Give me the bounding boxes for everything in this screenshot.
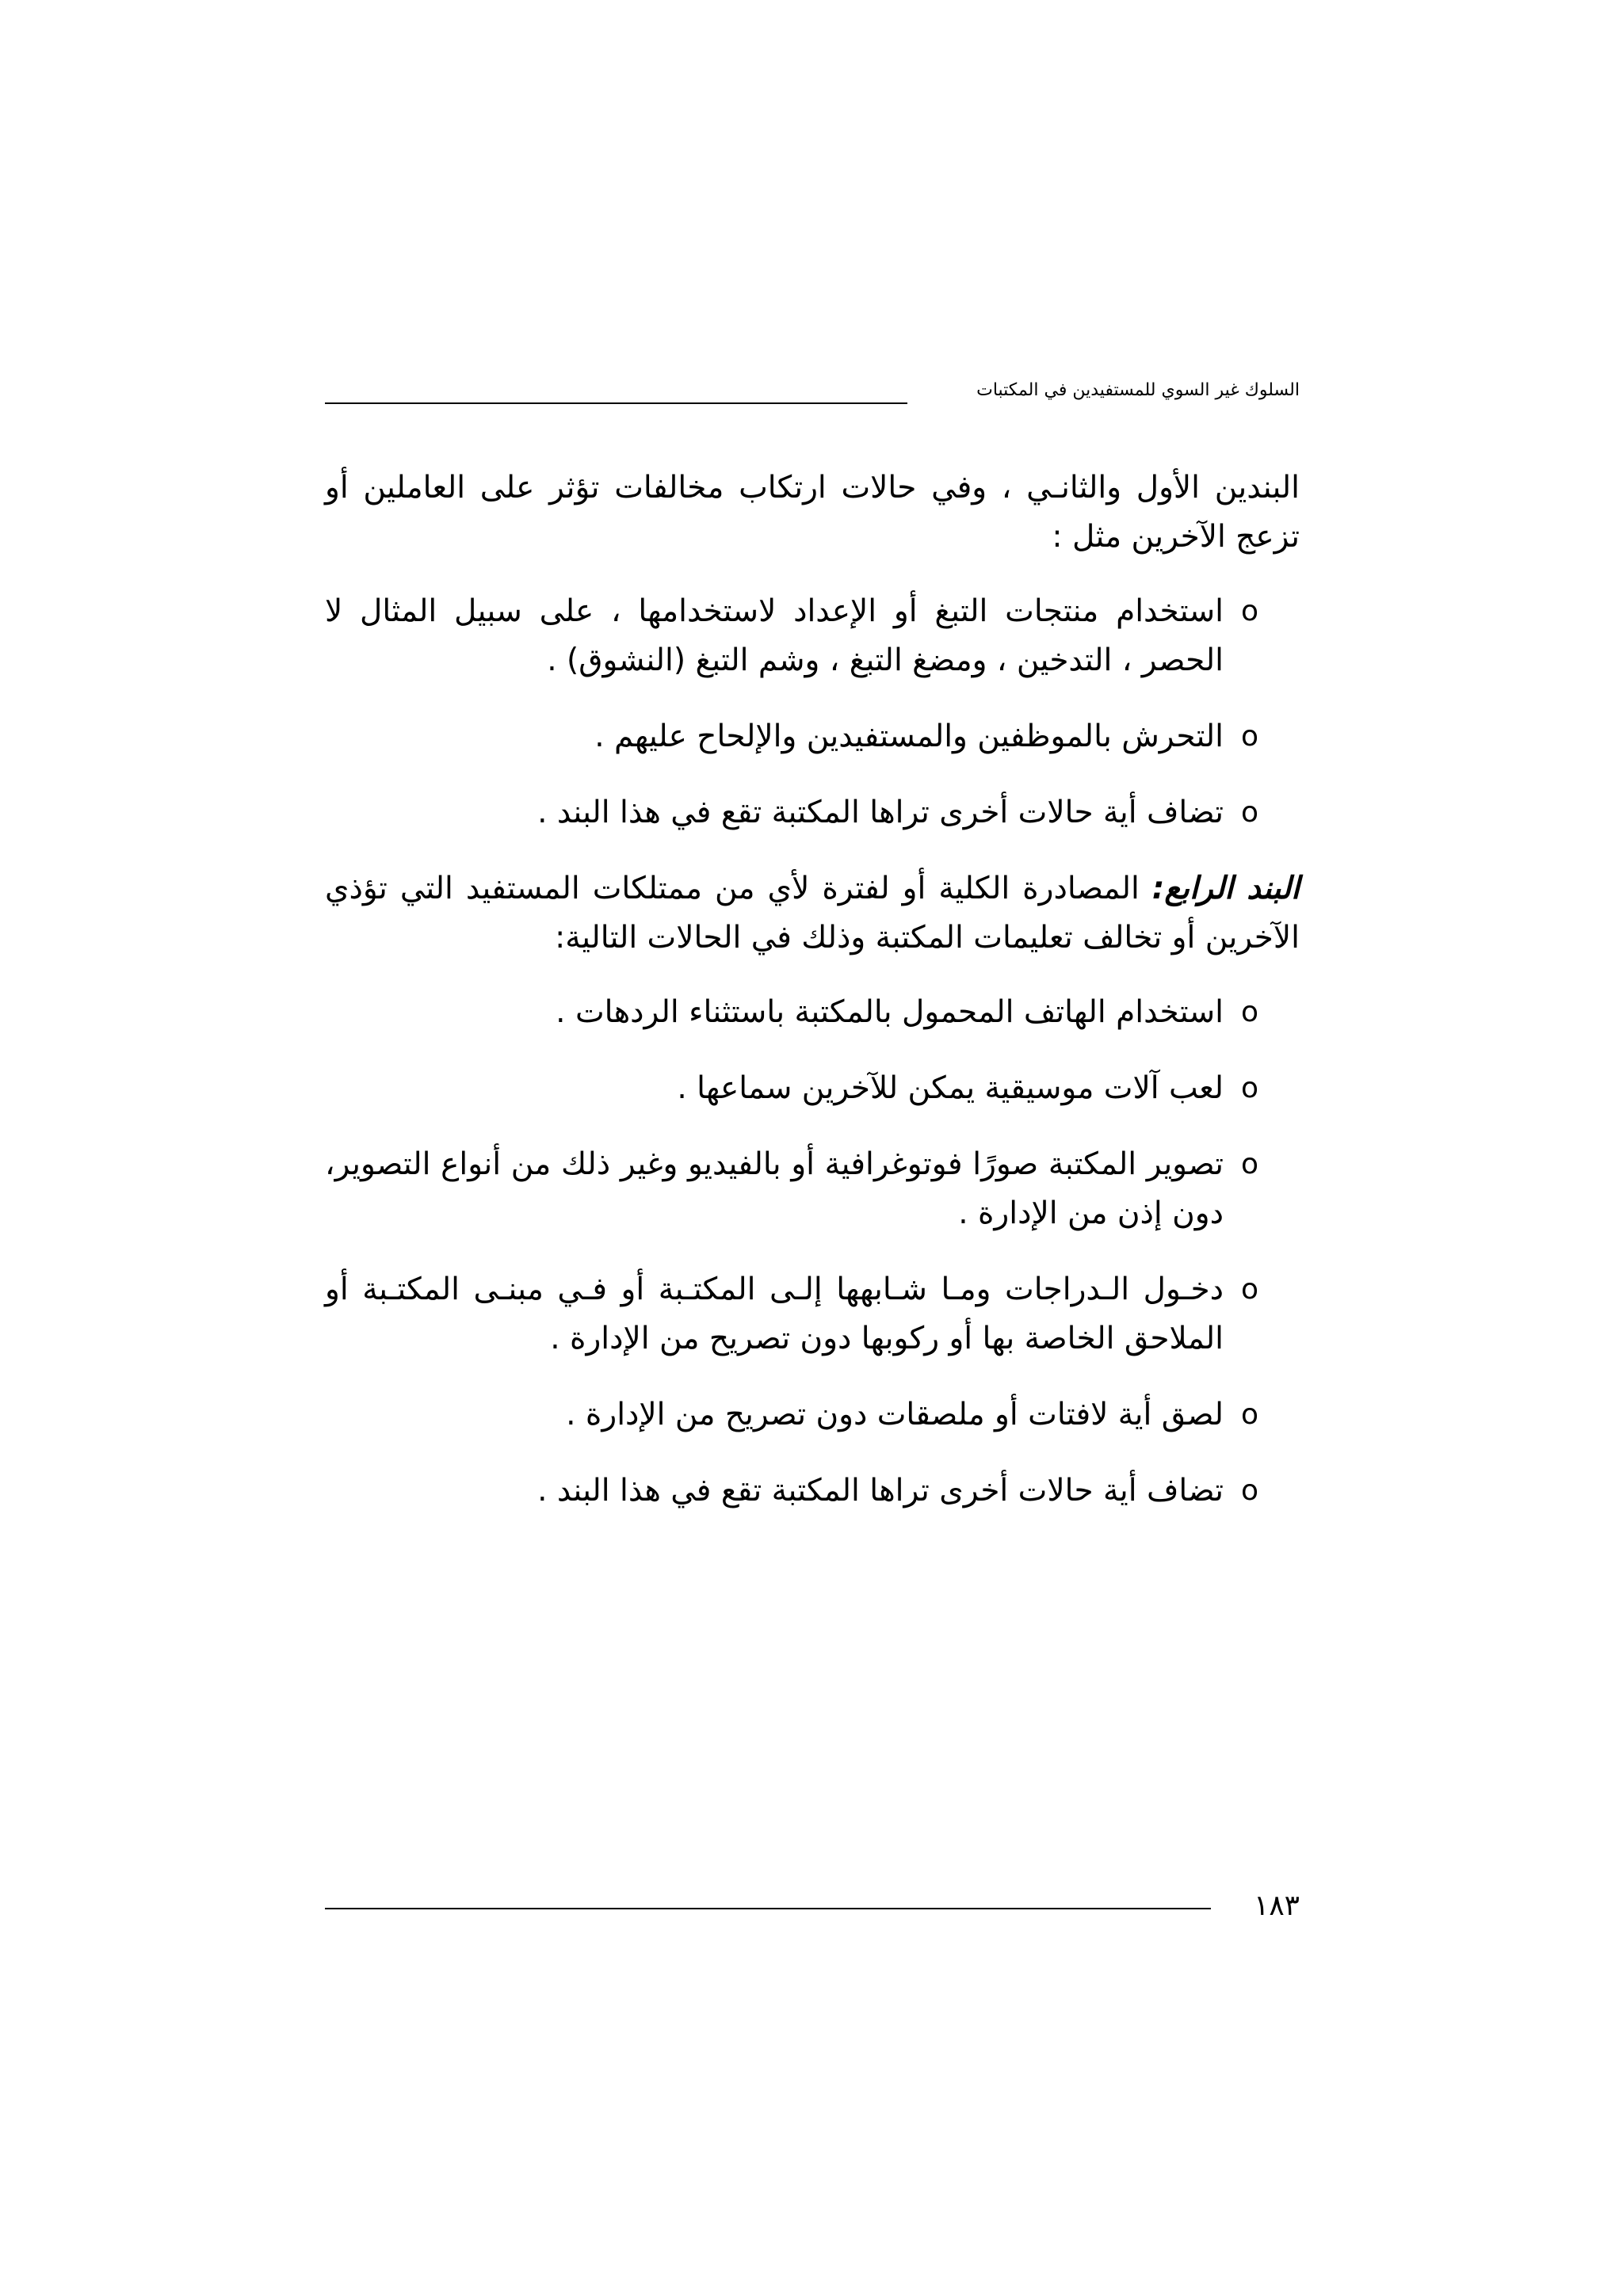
list-item-text: استخدام الهاتف المحمول بالمكتبة باستثناء الردهات . xyxy=(556,994,1224,1030)
bullet-marker: o xyxy=(1240,595,1258,627)
list-clause-4 xyxy=(325,988,1300,1516)
bullet-marker: o xyxy=(1240,796,1258,829)
footer-rule xyxy=(325,1908,1211,1909)
list-item xyxy=(325,712,1258,761)
running-header-title: السلوك غير السوي للمستفيدين في المكتبات xyxy=(976,380,1300,400)
page-body xyxy=(325,463,1300,1543)
list-item-text: تضاف أية حالات أخرى تراها المكتبة تقع في هذا البند . xyxy=(537,795,1224,830)
page-footer xyxy=(325,1887,1300,1927)
bullet-marker: o xyxy=(1240,1148,1258,1180)
list-item-text: تضاف أية حالات أخرى تراها المكتبة تقع في هذا البند . xyxy=(537,1473,1224,1508)
list-item xyxy=(325,1064,1258,1113)
list-item-text: استخدام منتجات التبغ أو الإعداد لاستخدامها ، على سبيل المثال لا الحصر ، التدخين ، ومضغ التبغ ، وشم التبغ (النشوق) . xyxy=(325,593,1224,678)
bullet-marker: o xyxy=(1240,996,1258,1028)
list-item xyxy=(325,1140,1258,1238)
list-item xyxy=(325,1466,1258,1516)
page-number: ١٨٣ xyxy=(1253,1890,1300,1922)
list-item xyxy=(325,587,1258,685)
clause-4-heading: البند الرابع: xyxy=(1151,871,1300,906)
list-item-text: لعب آلات موسيقية يمكن للآخرين سماعها . xyxy=(677,1070,1224,1106)
list-item-text: التحرش بالموظفين والمستفيدين والإلحاح عليهم . xyxy=(594,719,1224,754)
clause-4-text: المصادرة الكلية أو لفترة لأي من ممتلكات المستفيد التي تؤذي الآخرين أو تخالف تعليمات المكتبة وذلك في الحالات التالية: xyxy=(325,871,1300,955)
list-clause-3 xyxy=(325,587,1300,837)
bullet-marker: o xyxy=(1240,1398,1258,1431)
bullet-marker: o xyxy=(1240,720,1258,753)
bullet-marker: o xyxy=(1240,1273,1258,1306)
header-rule xyxy=(325,402,907,404)
running-header xyxy=(325,379,1300,410)
list-item xyxy=(325,1265,1258,1363)
list-item xyxy=(325,988,1258,1037)
clause-4-paragraph xyxy=(325,864,1300,963)
bullet-marker: o xyxy=(1240,1474,1258,1507)
list-item xyxy=(325,1390,1258,1440)
list-item-text: تصوير المكتبة صورًا فوتوغرافية أو بالفيديو وغير ذلك من أنواع التصوير، دون إذن من الإدارة . xyxy=(325,1146,1224,1231)
intro-paragraph: البندين الأول والثانـي ، وفي حالات ارتكاب مخالفات تؤثر على العاملين أو تزعج الآخرين مثل : xyxy=(325,470,1300,555)
list-item-text: دخـول الـدراجات ومـا شـابهها إلـى المكتـبة أو فـي مبنـى المكتـبة أو الملاحق الخاصة بها أو ركوبها دون تصريح من الإدارة . xyxy=(325,1272,1224,1356)
list-item-text: لصق أية لافتات أو ملصقات دون تصريح من الإدارة . xyxy=(566,1397,1224,1432)
list-item xyxy=(325,788,1258,837)
bullet-marker: o xyxy=(1240,1072,1258,1104)
